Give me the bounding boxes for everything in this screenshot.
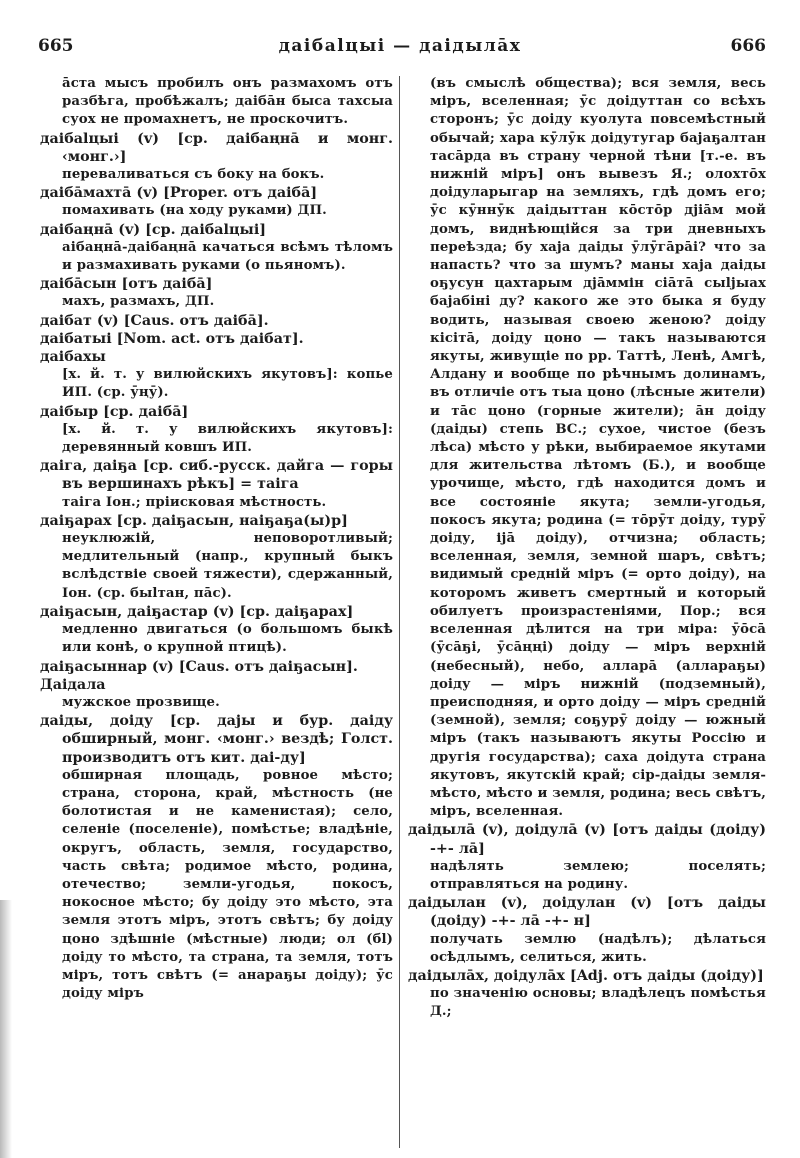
dictionary-definition: переваливаться съ боку на бокъ. — [62, 167, 325, 183]
dictionary-headword: даiбаңнā (v) [ср. даiбаlцыi] — [40, 221, 267, 238]
dictionary-definition: [х. й. т. у вилюйскихъ якутовъ]: копье ИП. (ср. ӯңӯ). — [62, 367, 393, 401]
dictionary-headword: даiҕарах [ср. даiҕасын, наiҕаҕа(ы)р] — [40, 512, 348, 529]
dictionary-definition: медленно двигаться (о большомъ быкѣ или конѣ, о крупной птицѣ). — [62, 622, 393, 656]
dictionary-definition: мужское прозвище. — [62, 694, 220, 710]
dictionary-definition: обширная площадь, ровное мѣсто; страна, сторона, край, мѣстность (не болотистая и не каменистая); село, селеніе (поселеніе), помѣстье; владѣніе, округъ, область, земля, государство, часть свѣта; родимое мѣсто, родина, отечество; земли-угодья, покосъ, нокосное мѣсто; бу доiду это мѣсто, эта земля этотъ міръ, этотъ свѣтъ; бу доiду цоно здѣшніе (мѣстные) люди; ол (бl) доiду то мѣсто, та страна, та земля, тотъ міръ, тотъ свѣтъ (= анараҕы доiду); ӯс доiду міръ — [62, 767, 393, 1002]
column-divider — [399, 76, 400, 1148]
dictionary-definition: [х. й. т. у вилюйскихъ якутовъ]: деревянный ковшъ ИП. — [62, 421, 393, 456]
scan-shadow — [0, 900, 12, 1158]
dictionary-headword: даiбаlцыi (v) [ср. даiбаңнā и монг. ‹монг.›] — [40, 130, 393, 165]
dictionary-headword: даiҕасыннар (v) [Caus. отъ даiҕасын]. — [40, 658, 358, 675]
page-number-right: 666 — [730, 36, 766, 56]
left-column — [40, 75, 393, 1153]
dictionary-definition: неуклюжій, неповоротливый; медлительный (напр., крупный быкъ вслѣдствіе своей тяжести), сдержанный, Іон. (ср. быlтан, пāс). — [62, 531, 393, 601]
dictionary-definition: по значенію основы; владѣлецъ помѣстья Д.; — [430, 986, 766, 1020]
running-head: даiбаlцыi — даiдылāх — [278, 36, 522, 56]
page-number-left: 665 — [38, 36, 74, 56]
dictionary-headword: даiбāмахтā (v) [Proper. отъ даiбā] — [40, 185, 318, 202]
page-header — [0, 0, 800, 70]
dictionary-headword: даiҕасын, даiҕастар (v) [ср. даiҕарах] — [40, 603, 354, 620]
dictionary-definition: получать землю (надѣлъ); дѣлаться осѣдлымъ, селиться, жить. — [430, 931, 766, 965]
dictionary-headword: даiбат (v) [Caus. отъ даiбā]. — [40, 312, 269, 329]
dictionary-headword: даiбатыi [Nom. act. отъ даiбат]. — [40, 330, 304, 347]
dictionary-headword: даiды, доiду [ср. даjы и бур. даiду обширный, монг. ‹монг.› вездѣ; Голст. производитъ отъ кит. даi-ду] — [40, 713, 393, 766]
dictionary-headword: даiдылāх, доiдулāх [Adj. отъ даiды (доiду)] — [408, 967, 764, 984]
dictionary-definition: аiбаңнā-даiбаңнā качаться всѣмъ тѣломъ и размахивать руками (о пьяномъ). — [62, 239, 393, 274]
right-column — [408, 75, 766, 1153]
dictionary-definition: надѣлять землею; поселять; отправляться на родину. — [430, 858, 766, 892]
dictionary-definition: помахивать (на ходу руками) ДП. — [62, 203, 327, 219]
dictionary-definition: āста мысъ пробилъ онъ размахомъ отъ разбѣга, пробѣжалъ; даiбāн быса тахсыа суох не промахнетъ, не проскочитъ. — [62, 76, 393, 128]
dictionary-headword: Даiдала — [40, 676, 106, 693]
dictionary-headword: даiбыр [ср. даiбā] — [40, 403, 189, 420]
dictionary-headword: даiбāсын [отъ даiбā] — [40, 276, 213, 293]
dictionary-definition: таiга Іон.; прiисковая мѣстность. — [62, 494, 327, 510]
dictionary-definition: (въ смыслѣ общества); вся земля, весь міръ, вселенная; ӯс доiдуттан со всѣхъ сторонъ; ӯс доiду куолута повсемѣстный обычай; хара кӯлӯк доiдутугар баjаҕалтан тасāрда въ страну черной тѣни [т.-е. въ нижній міръ] онъ вывезъ Я.; олохтōх доiдуларыгар на земляхъ, гдѣ домъ его; ӯс кӯннӯк даiдыттан кōстōр дjiāм мой домъ, виднѣющійся за три дневныхъ переѣзда; бу хаjа даiды ӯлӯгāрāi? что за напасть? что за шумъ? маны хаjа даiды оҕусун цахтарым дjāммін сiāтā сыljыах баjабiнi ду? какого же это быка я буду водить, называя своею женою? доiду кiсiтā, доiду цоно — такъ называются якуты, живущіе по рр. Таттѣ, Ленѣ, Амгѣ, Алдану и вообще по рѣчнымъ долинамъ, въ отличіе отъ тыа цоно (лѣсные жители) и тāс цоно (горные жители); āн доiду (даiды) степь ВС.; сухое, чистое (безъ лѣса) мѣсто у рѣки, выбираемое якутами для жительства лѣтомъ (Б.), и вообще урочище, мѣсто, гдѣ находится домъ и все состояніе якута; земли-угодья, покосъ якута; родина (= тōрӯт доiду, турӯ доiду, іjā доiду), отчизна; область; вселенная, земля, земной шаръ, свѣтъ; видимый средній міръ (= орто доiду), на которомъ живетъ смертный и который обилуетъ произрастеніями, Пор.; вся вселенная дѣлится на три міра: ӯōсā (ӯсāҕi, ӯсāңңi) доiду — міръ верхній (небесный), небо, алларā (аллараҕы) доiду — міръ нижній (подземный), преисподняя, и орто доiду — міръ средній (земной), земля; соҕурӯ доiду — южный міръ (такъ называютъ якуты Россію и другія государства); саха доiдута страна якутовъ, якутскій край; сiр-даiды земля-мѣсто, мѣсто и земля, родина; весь свѣтъ, міръ, вселенная. — [430, 76, 766, 820]
dictionary-headword: даiдылā (v), доiдулā (v) [отъ даiды (доiду) -+- лā] — [408, 822, 766, 857]
dictionary-headword: даiга, даiҕа [ср. сиб.-русск. дайга — горы въ вершинахъ рѣкъ] = таiга — [40, 458, 393, 493]
dictionary-headword: даiдылан (v), доiдулан (v) [отъ даiды (доiду) -+- лā -+- н] — [408, 895, 766, 930]
dictionary-headword: даiбахы — [40, 349, 106, 366]
dictionary-definition: махъ, размахъ, ДП. — [62, 294, 215, 310]
